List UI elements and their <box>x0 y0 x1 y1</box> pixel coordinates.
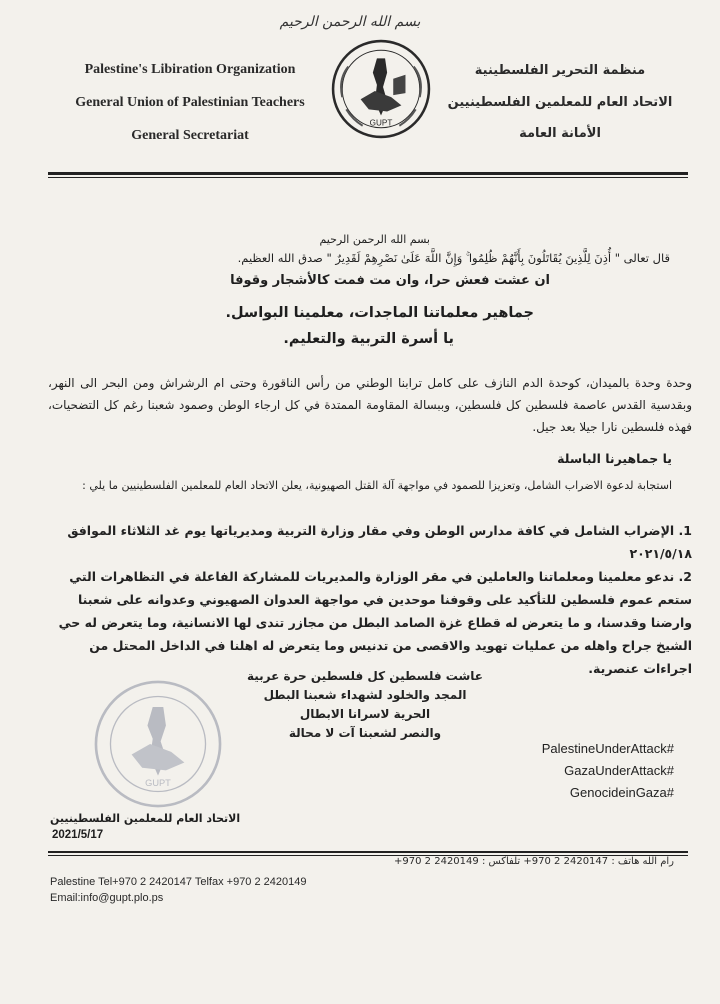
body-paragraph: وحدة وحدة بالميدان، كوحدة الدم النازف على كامل ترابنا الوطني من رأس الناقورة وحتى ام الرشراش ومن البحر الى النهر، وبقدسية القدس عاصمة فلسطين كل فلسطين، وببسالة المقاومة الممتدة في كل ارجاء الوطن وصمود شعبنا رغم كل التضحيات، فهذه فلسطين نارا جيلا بعد جيل. <box>48 376 692 434</box>
closing-line-3: الحرية لاسرانا الابطال <box>299 707 431 721</box>
header-en-line-1: Palestine's Libiration Organization <box>84 62 296 77</box>
header-rule-thin <box>48 177 688 178</box>
header-en-line-3: General Secretariat <box>131 128 249 143</box>
list-item-1 <box>48 519 692 565</box>
call-to-masses: يا جماهيرنا الباسلة <box>557 451 672 466</box>
hashtag-1: PalestineUnderAttack# <box>541 741 674 756</box>
announcement-intro: استجابة لدعوة الاضراب الشامل، وتعزيزا للصمود في مواجهة آلة القتل الصهيونية، يعلن الاتحاد العام للمعلمين الفلسطينيين ما يلي : <box>82 479 672 492</box>
closing-line-4: والنصر لشعبنا آت لا محالة <box>288 726 442 740</box>
quran-verse: قال تعالى " أُذِنَ لِلَّذِينَ يُقَاتَلُونَ بِأَنَّهُمْ ظُلِمُوا ۚ وَإِنَّ اللَّهَ عَلَىٰ نَصْرِهِمْ لَقَدِيرٌ " صدق الله العظيم. <box>237 251 670 265</box>
list-text-2: ندعو معلمينا ومعلماتنا والعاملين في مقر الوزارة والمديريات للمشاركة الفاعلة في التظاهرات التي ستعم عموم فلسطين للتأكيد على وقوفنا موحدين في مواجهة العدوان الصهيوني وعدوانه على شعبنا وارضنا وقدسنا، و ما يتعرض له قطاع غزة الصامد البطل من مجازر تندى لها الانسانية، وما يتعرض له حي الشيخ جراح واهله من عمليات تهويد والاقصى من تدنيس وما يتعرض له اهلنا في الداخل المحتل من اجراءات عنصرية. <box>58 569 692 676</box>
signature: الاتحاد العام للمعلمين الفلسطينيين <box>50 812 241 825</box>
footer-rule-thick <box>48 851 688 853</box>
footer-phone: Palestine Tel+970 2 2420147 Telfax +970 2 2420149 <box>50 876 307 888</box>
closing-slogans <box>240 667 490 743</box>
header-en-line-2: General Union of Palestinian Teachers <box>75 95 305 110</box>
list-number-1: 1. <box>678 523 692 538</box>
header-ar-line-2: الاتحاد العام للمعلمين الفلسطينيين <box>447 95 673 110</box>
closing-line-1: عاشت فلسطين كل فلسطين حرة عربية <box>246 669 484 683</box>
hashtag-3: GenocideinGaza# <box>569 785 674 800</box>
announcement-list <box>48 519 692 680</box>
list-item-2 <box>48 565 692 680</box>
gupt-logo <box>330 38 432 140</box>
date: 2021/5/17 <box>52 829 104 841</box>
footer-arabic-contact: رام الله هاتف : 2420147 2 970+ تلفاكس : 2420149 2 970+ <box>393 856 674 867</box>
footer-email[interactable]: Email:info@gupt.plo.ps <box>50 892 164 904</box>
greeting-line-1: جماهير معلماتنا الماجدات، معلمينا البواسل. <box>225 305 534 321</box>
list-text-1: الإضراب الشامل في كافة مدارس الوطن وفي مقار وزارة التربية ومديرياتها يوم غد الثلاثاء الموافق ٢٠٢١/٥/١٨ <box>67 523 692 561</box>
hashtag-2: GazaUnderAttack# <box>564 763 674 778</box>
official-stamp <box>92 678 224 810</box>
hashtags <box>474 738 674 804</box>
greeting-line-2: يا أسرة التربية والتعليم. <box>283 331 454 347</box>
list-number-2: 2. <box>678 569 692 584</box>
logo-caption: GUPT <box>369 118 393 128</box>
slogan: ان عشت فعش حرا، وان مت فمت كالأشجار وقوفا <box>230 273 550 288</box>
header-ar-line-3: الأمانة العامة <box>519 126 601 141</box>
opening-basmala: بسم الله الرحمن الرحيم <box>319 233 430 246</box>
header-ar-line-1: منظمة التحرير الفلسطينية <box>474 63 646 78</box>
closing-line-2: المجد والخلود لشهداء شعبنا البطل <box>263 688 467 702</box>
stamp-caption: GUPT <box>145 778 171 789</box>
header-rule-thick <box>48 172 688 175</box>
basmala-calligraphy: بسم الله الرحمن الرحيم <box>279 14 421 30</box>
